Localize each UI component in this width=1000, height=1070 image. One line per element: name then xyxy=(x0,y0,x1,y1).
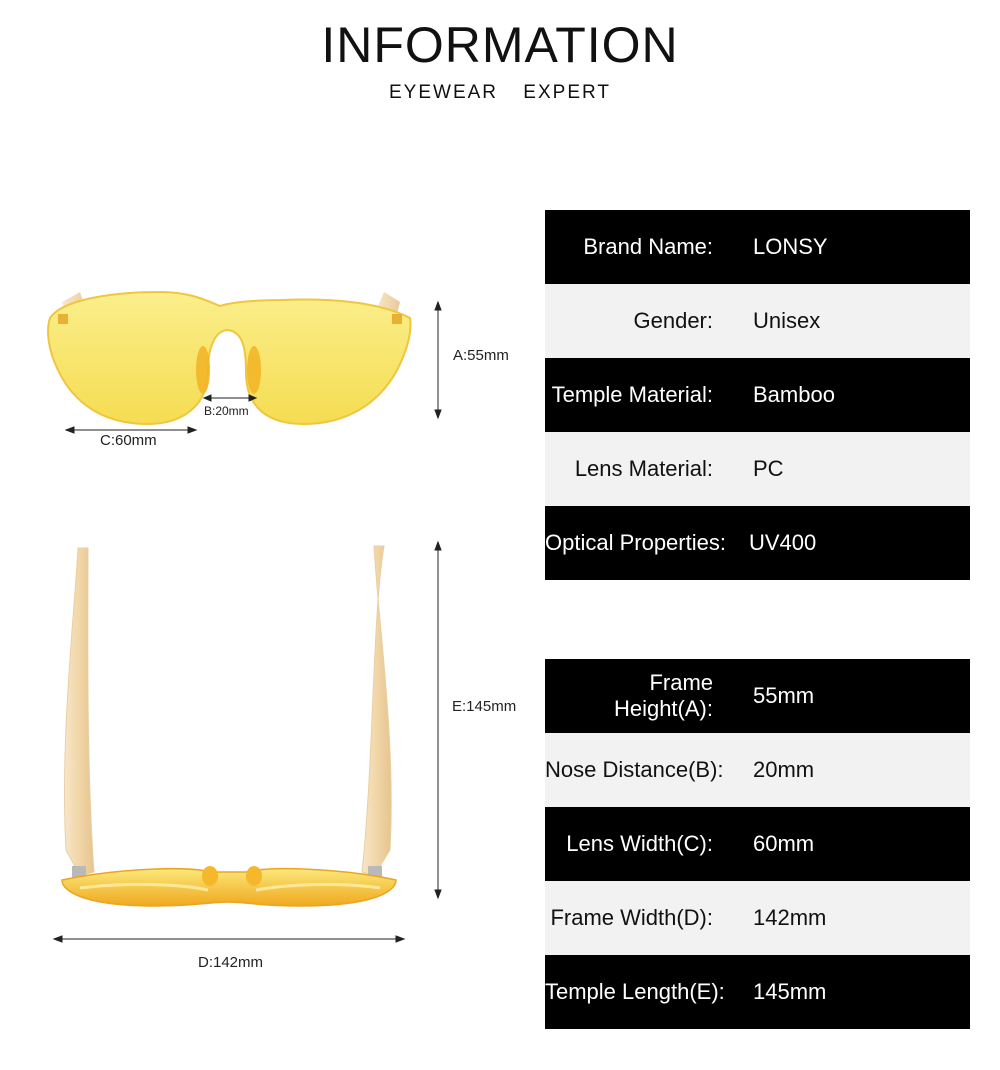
spec-label: Brand Name: xyxy=(583,234,713,259)
dimensions-table xyxy=(545,659,970,1029)
page-subtitle: EYEWEAR EXPERT xyxy=(389,82,611,103)
spec-value: 60mm xyxy=(753,831,815,856)
spec-value: 20mm xyxy=(753,757,815,782)
spec-value: LONSY xyxy=(753,234,828,259)
top-view-glasses xyxy=(62,546,396,906)
spec-value: Unisex xyxy=(753,308,821,333)
page-title: INFORMATION xyxy=(321,17,679,73)
spec-label: Gender: xyxy=(633,308,713,333)
spec-row-frame-height xyxy=(545,659,970,733)
dimension-d-label: D:142mm xyxy=(198,954,264,971)
spec-row-nose-distance xyxy=(545,733,970,807)
spec-label: Frame Height(A): xyxy=(613,670,713,721)
spec-label: Nose Distance(B): xyxy=(545,757,724,782)
spec-row-gender xyxy=(545,284,970,358)
spec-row-optical-properties xyxy=(545,506,970,580)
dimension-c-label: C:60mm xyxy=(100,432,157,449)
spec-label: Temple Length(E): xyxy=(545,979,725,1004)
spec-label: Lens Material: xyxy=(574,456,713,481)
spec-value: 142mm xyxy=(753,905,827,930)
spec-label: Lens Width(C): xyxy=(566,831,713,856)
spec-row-brand xyxy=(545,210,970,284)
spec-label: Frame Width(D): xyxy=(550,905,713,930)
spec-row-temple-length xyxy=(545,955,970,1029)
spec-value: 55mm xyxy=(753,683,815,708)
spec-label: Optical Properties: xyxy=(545,530,726,555)
spec-value: PC xyxy=(753,456,784,481)
dimension-e-label: E:145mm xyxy=(452,698,517,715)
spec-value: Bamboo xyxy=(753,382,835,407)
dimension-a-label: A:55mm xyxy=(453,347,509,364)
spec-row-lens-width xyxy=(545,807,970,881)
spec-row-temple-material xyxy=(545,358,970,432)
spec-row-frame-width xyxy=(545,881,970,955)
dimension-b-label: B:20mm xyxy=(204,404,249,418)
spec-label: Temple Material: xyxy=(551,382,713,407)
product-info-table xyxy=(545,210,970,580)
spec-value: UV400 xyxy=(749,530,817,555)
spec-value: 145mm xyxy=(753,979,827,1004)
spec-row-lens-material xyxy=(545,432,970,506)
